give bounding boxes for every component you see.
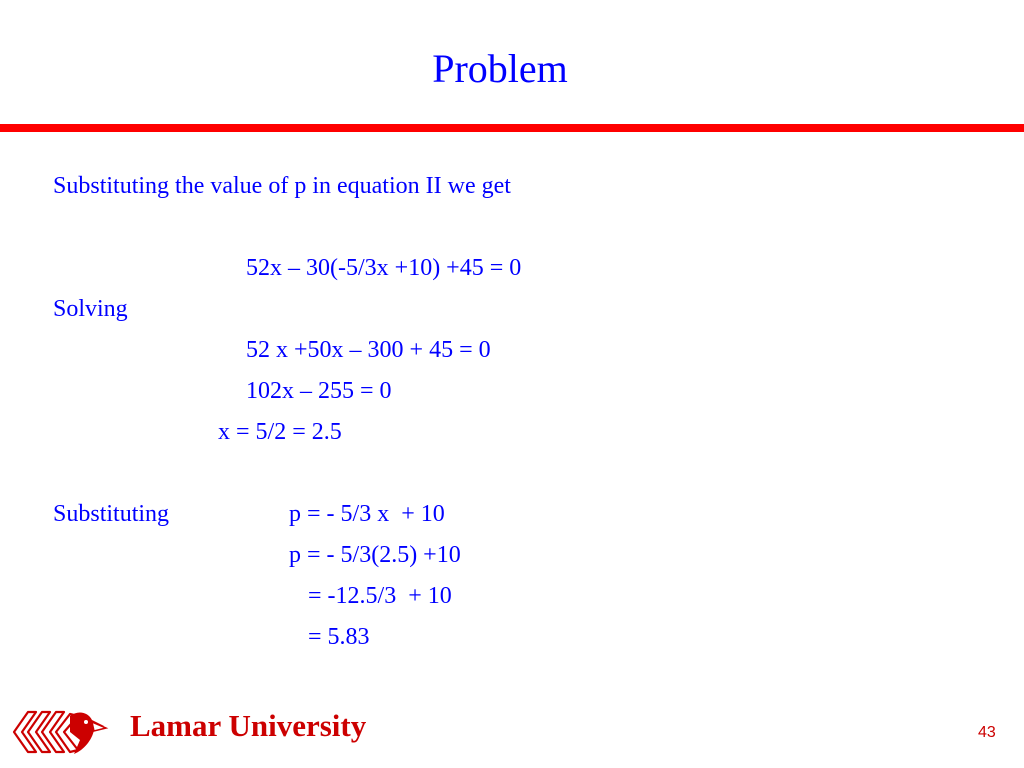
cardinal-bird-logo-icon xyxy=(6,702,116,762)
equation-4: x = 5/2 = 2.5 xyxy=(218,419,342,445)
substituting-label: Substituting xyxy=(53,501,170,527)
equation-3: 102x – 255 = 0 xyxy=(246,378,392,404)
university-name: Lamar University xyxy=(130,708,367,743)
equation-6: p = - 5/3(2.5) +10 xyxy=(289,542,461,568)
equation-1: 52x – 30(-5/3x +10) +45 = 0 xyxy=(246,255,522,281)
equation-7: = -12.5/3 + 10 xyxy=(308,583,452,609)
solving-label: Solving xyxy=(53,296,128,322)
equation-2: 52 x +50x – 300 + 45 = 0 xyxy=(246,337,491,363)
slide-title: Problem xyxy=(432,46,568,91)
intro-text: Substituting the value of p in equation II we get xyxy=(53,173,511,199)
equation-8: = 5.83 xyxy=(308,624,370,650)
title-divider xyxy=(0,124,1024,132)
page-number: 43 xyxy=(978,724,996,741)
equation-5: p = - 5/3 x + 10 xyxy=(289,501,445,527)
